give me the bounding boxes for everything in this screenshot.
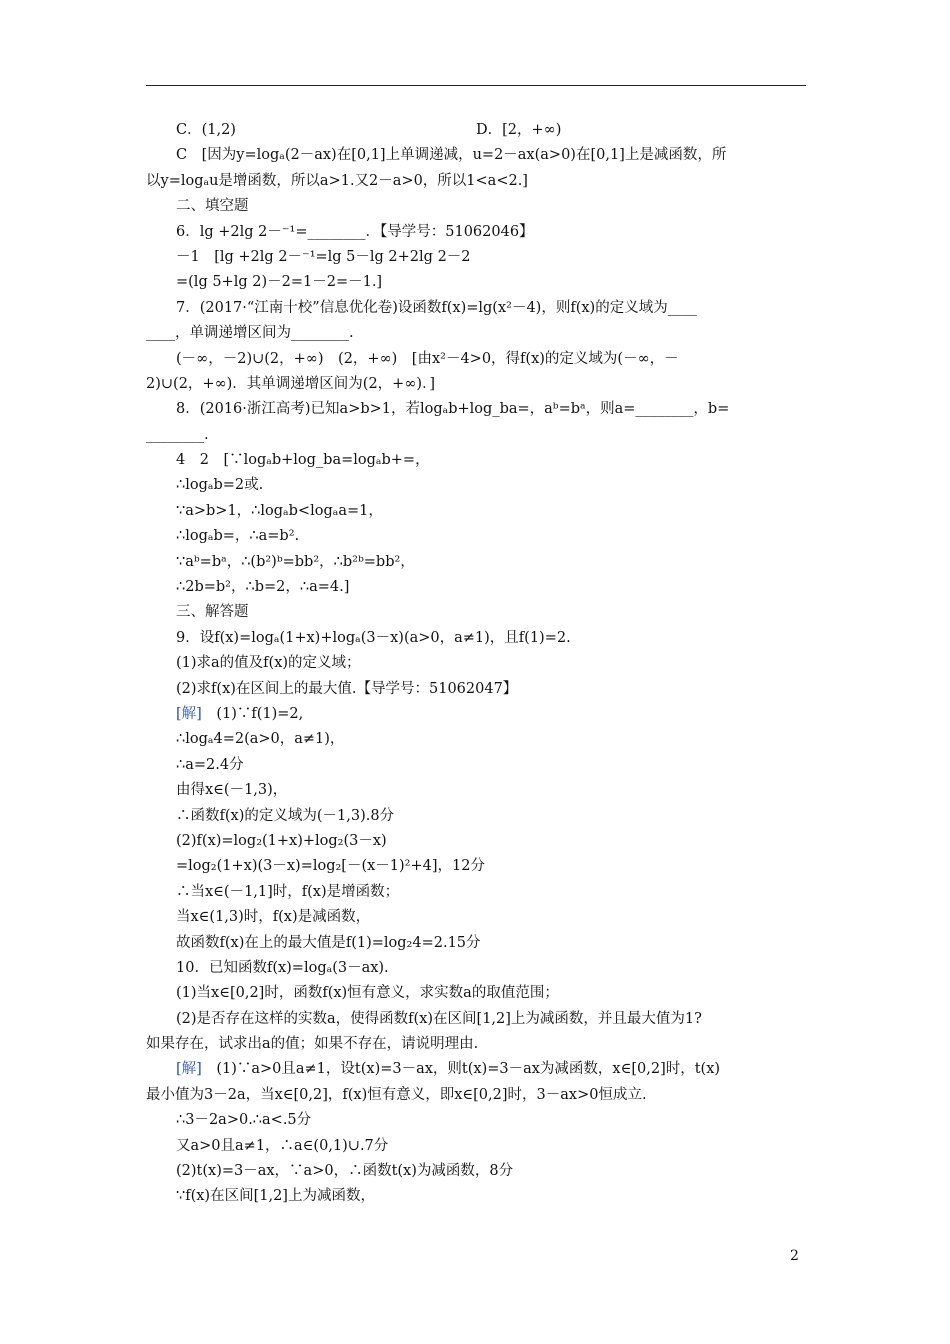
text-line: 由得x∈(－1,3)， <box>176 782 288 799</box>
text-line: (1)求a的值及f(x)的定义域； <box>176 655 361 672</box>
text-line: 6．lg +2lg 2－⁻¹=________．【导学号：51062046】 <box>176 223 534 240</box>
text-line: －1 [lg +2lg 2－⁻¹=lg 5－lg 2+2lg 2－2 <box>176 248 471 265</box>
text-line: ∴当x∈(－1,1]时，f(x)是增函数； <box>176 883 400 900</box>
text-line: ∵aᵇ=bᵃ，∴(b²)ᵇ=bb²，∴b²ᵇ=bb²， <box>176 553 415 570</box>
text-line: 以y=logₐu是增函数，所以a>1.又2－a>0，所以1<a<2.] <box>146 172 528 189</box>
text-line: ∵a>b>1，∴logₐb<logₐa=1， <box>176 502 383 519</box>
text-line: ∴logₐ4=2(a>0，a≠1)， <box>176 731 345 748</box>
text-line: ∴2b=b²，∴b=2，∴a=4.] <box>176 579 350 596</box>
page-content <box>146 118 806 1210</box>
text-line: 4 2 [∵logₐb+log_ba=logₐb+=， <box>176 452 430 469</box>
text-line: 10．已知函数f(x)=logₐ(3－ax). <box>176 959 389 976</box>
text-line: =log₂(1+x)(3－x)=log₂[－(x－1)²+4]，12分 <box>176 858 485 875</box>
text-line: (2)是否存在这样的实数a，使得函数f(x)在区间[1,2]上为减函数，并且最大值为1? <box>176 1010 702 1027</box>
text-line <box>146 702 806 727</box>
page-number: 2 <box>790 1248 799 1264</box>
text-line <box>146 1057 806 1082</box>
text-line: 故函数f(x)在上的最大值是f(1)=log₂4=2.15分 <box>176 934 481 951</box>
text-line: 最小值为3－2a，当x∈[0,2]，f(x)恒有意义，即x∈[0,2]时，3－ax>0恒成立. <box>146 1086 647 1103</box>
solution-label: [解] <box>176 1061 202 1078</box>
text-line: 又a>0且a≠1，∴a∈(0,1)∪.7分 <box>176 1137 389 1154</box>
text-line: ________. <box>146 426 209 443</box>
text-line: ∴3－2a>0.∴a<.5分 <box>176 1112 312 1129</box>
text-line: 如果存在，试求出a的值；如果不存在，请说明理由. <box>146 1036 479 1053</box>
text-line: ∴函数f(x)的定义域为(－1,3).8分 <box>176 807 395 824</box>
text-line <box>146 143 806 168</box>
text-line: =(lg 5+lg 2)－2=1－2=－1.] <box>176 274 383 291</box>
solution-text: (1)∵f(1)=2, <box>201 705 304 722</box>
text-line: (2)求f(x)在区间上的最大值.【导学号：51062047】 <box>176 680 518 697</box>
text-line: 2)∪(2，+∞)．其单调递增区间为(2，+∞)．] <box>146 375 435 392</box>
header-rule <box>146 85 806 86</box>
solution-text: (1)∵a>0且a≠1，设t(x)=3－ax，则t(x)=3－ax为减函数，x∈[0,2]时，t(x) <box>201 1061 721 1078</box>
text-line: ∴a=2.4分 <box>176 756 244 773</box>
text-line: 当x∈(1,3)时，f(x)是减函数， <box>176 909 371 926</box>
text-line: (2)t(x)=3－ax，∵a>0，∴函数t(x)为减函数，8分 <box>176 1163 514 1180</box>
text-line: (1)当x∈[0,2]时，函数f(x)恒有意义，求实数a的取值范围； <box>176 985 559 1002</box>
text-line: (2)f(x)=log₂(1+x)+log₂(3－x) <box>176 832 387 849</box>
text-line: 7．(2017·“江南十校”信息优化卷)设函数f(x)=lg(x²－4)，则f(x)的定义域为____ <box>176 299 697 316</box>
option-d: D．[2，+∞) <box>476 122 562 138</box>
text-line: 二、填空题 <box>176 198 249 215</box>
text-line <box>146 118 806 143</box>
text-line: 8．(2016·浙江高考)已知a>b>1，若logₐb+log_ba=，aᵇ=bᵃ，则a=________，b= <box>176 401 730 418</box>
text-line: ∴logₐb=2或. <box>176 477 264 494</box>
text-line: ____，单调递增区间为________. <box>146 325 354 342</box>
solution-label: [解] <box>176 705 202 722</box>
answer-text-rest: ₐ(2－ax)在[0,1]上单调递减，u=2－ax(a>0)在[0,1]上是减函数，所 <box>279 147 727 164</box>
text-line: ∴logₐb=，∴a=b². <box>176 528 300 545</box>
text-line: ∵f(x)在区间[1,2]上为减函数， <box>176 1188 375 1205</box>
option-c: C．(1,2) <box>176 122 236 138</box>
text-line: 三、解答题 <box>176 604 249 621</box>
answer-text: C [因为y=log <box>176 147 280 164</box>
text-line: 9．设f(x)=logₐ(1+x)+logₐ(3－x)(a>0，a≠1)，且f(1)=2. <box>176 629 571 646</box>
text-line: (－∞，－2)∪(2，+∞) (2，+∞) [由x²－4>0，得f(x)的定义域为(－∞，－ <box>176 350 679 367</box>
